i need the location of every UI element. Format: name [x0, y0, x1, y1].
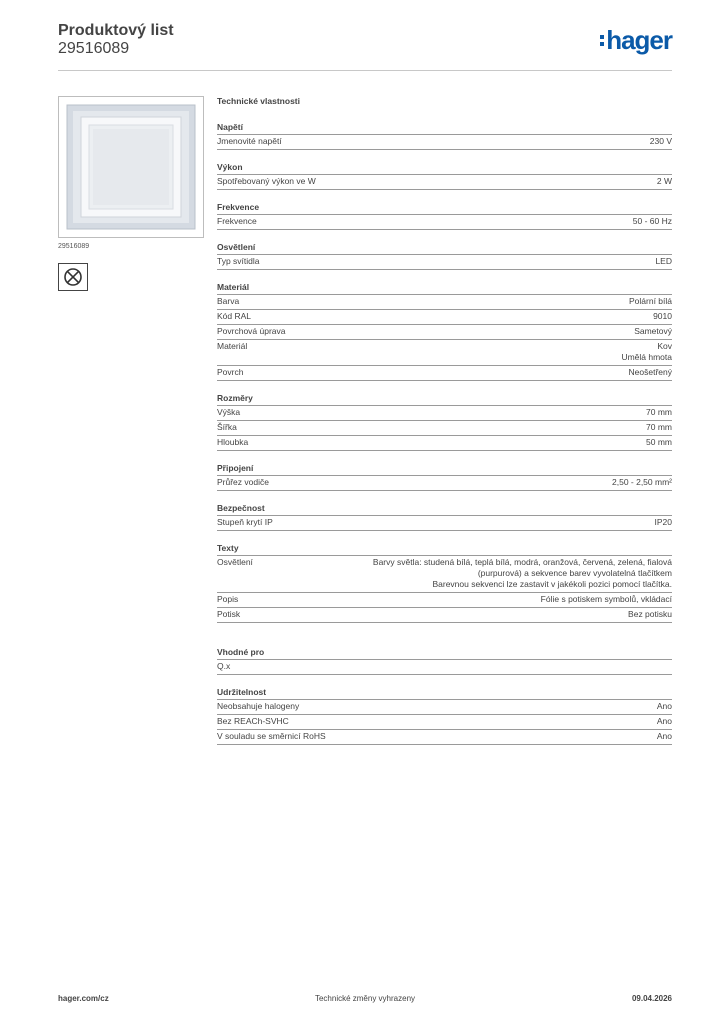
- spec-label: Popis: [217, 594, 239, 604]
- spec-value: 2 W: [656, 176, 672, 186]
- spec-section: [217, 122, 672, 150]
- spec-row: [217, 310, 672, 325]
- spec-label: Šířka: [217, 422, 237, 432]
- document-number: 29516089: [58, 40, 130, 57]
- spec-row: [217, 476, 672, 491]
- spec-label: Stupeň krytí IP: [217, 517, 273, 527]
- spec-label: Spotřebovaný výkon ve W: [217, 176, 316, 186]
- spec-row: [217, 436, 672, 451]
- spec-label: Q.x: [217, 661, 231, 671]
- spec-label: Neobsahuje halogeny: [217, 701, 300, 711]
- spec-section-title: Frekvence: [217, 202, 672, 215]
- product-image: [58, 96, 204, 238]
- spec-value: Polární bílá: [629, 296, 672, 306]
- spec-value: 50 - 60 Hz: [632, 216, 672, 226]
- spec-label: V souladu se směrnicí RoHS: [217, 731, 326, 741]
- spec-section: [217, 242, 672, 270]
- footer-website: hager.com/cz: [58, 994, 109, 1003]
- spec-value: 50 mm: [646, 437, 672, 447]
- spec-row: [217, 255, 672, 270]
- spec-section-title: Texty: [217, 543, 672, 556]
- spec-section: [217, 463, 672, 491]
- spec-section: [217, 393, 672, 451]
- spec-section-title: Připojení: [217, 463, 672, 476]
- product-image-icon: [59, 97, 203, 237]
- spec-row: [217, 715, 672, 730]
- specs-title: Technické vlastnosti: [217, 96, 300, 106]
- spec-label: Povrchová úprava: [217, 326, 286, 336]
- spec-row: [217, 215, 672, 230]
- spec-row: [217, 135, 672, 150]
- spec-label: Osvětlení: [217, 557, 253, 567]
- spec-section-title: Osvětlení: [217, 242, 672, 255]
- page-header: [58, 20, 672, 71]
- spec-value: 2,50 - 2,50 mm²: [612, 477, 672, 487]
- spec-label: Hloubka: [217, 437, 249, 447]
- spec-sections: [217, 122, 672, 745]
- page-footer: [58, 994, 672, 1008]
- spec-value: Kov Umělá hmota: [621, 341, 672, 362]
- spec-section: [217, 162, 672, 190]
- spec-row: [217, 700, 672, 715]
- spec-section-title: Bezpečnost: [217, 503, 672, 516]
- spec-value: 70 mm: [646, 422, 672, 432]
- spec-row: [217, 175, 672, 190]
- spec-section-title: Rozměry: [217, 393, 672, 406]
- lamp-symbol-icon: [58, 263, 88, 291]
- spec-section: [217, 687, 672, 745]
- logo-text: hager: [606, 24, 672, 55]
- spec-value: 70 mm: [646, 407, 672, 417]
- spec-value: LED: [655, 256, 672, 266]
- spec-row: [217, 366, 672, 381]
- spec-section-title: Vhodné pro: [217, 647, 672, 660]
- spec-row: [217, 593, 672, 608]
- spec-section: [217, 543, 672, 623]
- spec-label: Typ svítidla: [217, 256, 260, 266]
- spec-row: [217, 516, 672, 531]
- spec-value: Ano: [656, 716, 672, 726]
- technical-specifications: [217, 96, 672, 745]
- product-image-caption: 29516089: [58, 243, 90, 250]
- spec-section-title: Výkon: [217, 162, 672, 175]
- spec-value: 230 V: [649, 136, 672, 146]
- footer-date: 09.04.2026: [631, 994, 672, 1003]
- spec-row: [217, 295, 672, 310]
- spec-value: Bez potisku: [628, 609, 672, 619]
- spec-value: Sametový: [634, 326, 672, 336]
- spec-label: Průřez vodiče: [217, 477, 269, 487]
- spec-label: Bez REACh-SVHC: [217, 716, 289, 726]
- footer-notice: Technické změny vyhrazeny: [314, 994, 416, 1003]
- spec-value: Ano: [656, 701, 672, 711]
- spec-value: IP20: [654, 517, 672, 527]
- spec-row: [217, 325, 672, 340]
- spec-label: Materiál: [217, 341, 248, 351]
- spec-row: [217, 406, 672, 421]
- spec-value: Fólie s potiskem symbolů, vkládací: [540, 594, 672, 604]
- spec-label: Kód RAL: [217, 311, 252, 321]
- spec-label: Barva: [217, 296, 240, 306]
- spec-section-title: Napětí: [217, 122, 672, 135]
- hager-logo: [600, 26, 672, 54]
- spec-row: [217, 556, 672, 593]
- spec-section: [217, 503, 672, 531]
- spec-value: 9010: [653, 311, 672, 321]
- logo-dots-icon: [600, 35, 604, 46]
- spec-row: [217, 730, 672, 745]
- spec-value: Ano: [656, 731, 672, 741]
- spec-label: Povrch: [217, 367, 244, 377]
- spec-label: Výška: [217, 407, 241, 417]
- spec-row: [217, 608, 672, 623]
- spec-row: [217, 340, 672, 366]
- spec-label: Frekvence: [217, 216, 257, 226]
- spec-value: Barvy světla: studená bílá, teplá bílá, modrá, oranžová, červená, zelená, fialová (purpurová) a sekvence barev vyvolatelná tlačítkem Barevnou sekvenci lze zastavit v jakékoli pozici pomocí tlačítka.: [372, 557, 672, 589]
- spec-row: [217, 660, 672, 675]
- spec-section-title: Udržitelnost: [217, 687, 672, 700]
- spec-section-title: Materiál: [217, 282, 672, 295]
- spec-value: Neošetřený: [628, 367, 672, 377]
- spec-label: Potisk: [217, 609, 241, 619]
- spec-row: [217, 421, 672, 436]
- spec-section: [217, 282, 672, 381]
- spec-section: [217, 202, 672, 230]
- spec-label: Jmenovité napětí: [217, 136, 282, 146]
- spec-section: [217, 647, 672, 675]
- page-title: Produktový list: [58, 22, 174, 39]
